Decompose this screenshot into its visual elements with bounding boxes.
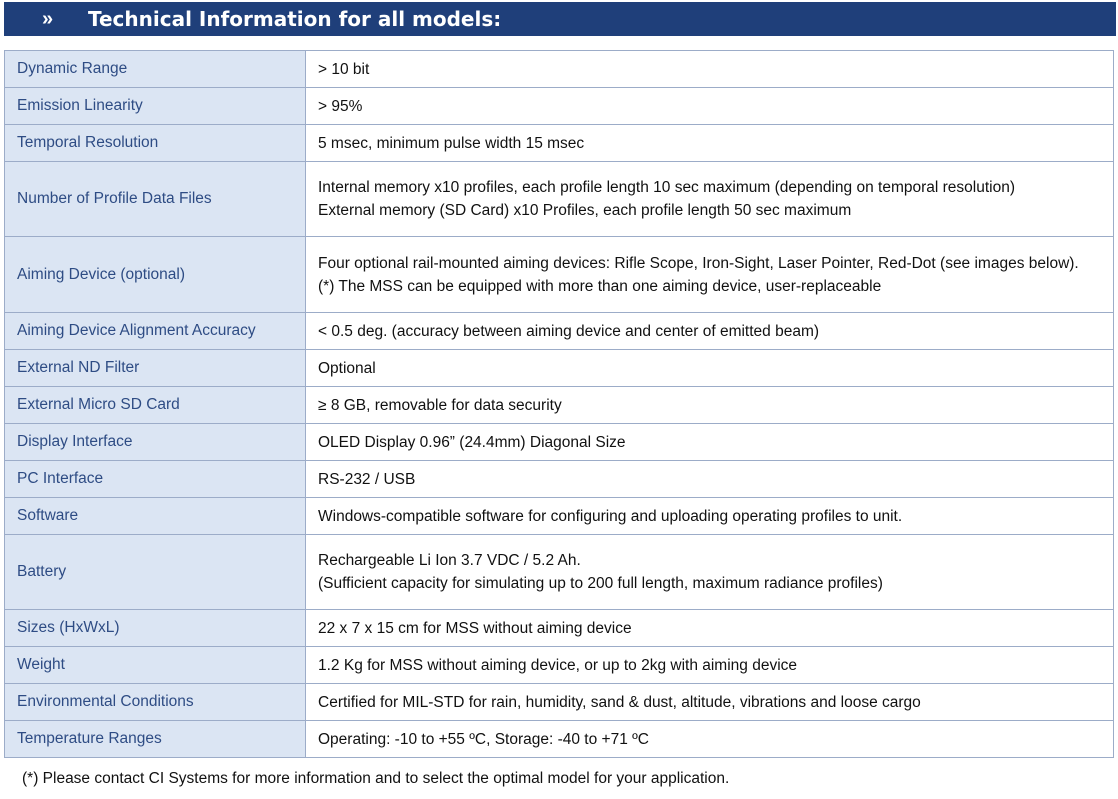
spec-value: Operating: -10 to +55 ºC, Storage: -40 to +71 ºC xyxy=(306,721,1114,758)
spec-label: Emission Linearity xyxy=(5,88,306,125)
table-row xyxy=(5,88,1114,125)
table-row xyxy=(5,162,1114,237)
spec-table xyxy=(4,50,1114,758)
spec-label: Display Interface xyxy=(5,424,306,461)
spec-value: OLED Display 0.96” (24.4mm) Diagonal Size xyxy=(306,424,1114,461)
table-row xyxy=(5,387,1114,424)
section-header xyxy=(4,2,1116,36)
spec-label: Dynamic Range xyxy=(5,51,306,88)
spec-label: Battery xyxy=(5,535,306,610)
spec-label: Weight xyxy=(5,647,306,684)
spec-value: 5 msec, minimum pulse width 15 msec xyxy=(306,125,1114,162)
spec-label: PC Interface xyxy=(5,461,306,498)
table-row xyxy=(5,721,1114,758)
spec-value: Optional xyxy=(306,350,1114,387)
table-row xyxy=(5,647,1114,684)
table-row xyxy=(5,125,1114,162)
table-row xyxy=(5,237,1114,313)
spec-label: External Micro SD Card xyxy=(5,387,306,424)
spec-value: Four optional rail-mounted aiming devices: Rifle Scope, Iron-Sight, Laser Pointer, Red-Dot (see images below). (*) The MSS can be equipped with more than one aiming device, user-replaceable xyxy=(306,237,1114,313)
table-row xyxy=(5,684,1114,721)
spec-value: 1.2 Kg for MSS without aiming device, or up to 2kg with aiming device xyxy=(306,647,1114,684)
spec-value: RS-232 / USB xyxy=(306,461,1114,498)
spec-label: Temporal Resolution xyxy=(5,125,306,162)
table-row xyxy=(5,498,1114,535)
spec-value: Certified for MIL-STD for rain, humidity, sand & dust, altitude, vibrations and loose cargo xyxy=(306,684,1114,721)
table-row xyxy=(5,535,1114,610)
spec-value: ≥ 8 GB, removable for data security xyxy=(306,387,1114,424)
double-chevron-right-icon: » xyxy=(42,8,51,30)
spec-label: Environmental Conditions xyxy=(5,684,306,721)
spec-value: > 10 bit xyxy=(306,51,1114,88)
table-row xyxy=(5,461,1114,498)
spec-label: Number of Profile Data Files xyxy=(5,162,306,237)
spec-value: < 0.5 deg. (accuracy between aiming device and center of emitted beam) xyxy=(306,313,1114,350)
spec-value: Windows-compatible software for configuring and uploading operating profiles to unit. xyxy=(306,498,1114,535)
spec-label: Aiming Device (optional) xyxy=(5,237,306,313)
footnote: (*) Please contact CI Systems for more information and to select the optimal model for your application. xyxy=(22,770,730,787)
spec-label: Temperature Ranges xyxy=(5,721,306,758)
table-row xyxy=(5,610,1114,647)
table-row xyxy=(5,313,1114,350)
spec-value: Rechargeable Li Ion 3.7 VDC / 5.2 Ah. (Sufficient capacity for simulating up to 200 full length, maximum radiance profiles) xyxy=(306,535,1114,610)
spec-label: Aiming Device Alignment Accuracy xyxy=(5,313,306,350)
spec-label: Software xyxy=(5,498,306,535)
table-row xyxy=(5,350,1114,387)
spec-value: > 95% xyxy=(306,88,1114,125)
table-row xyxy=(5,51,1114,88)
spec-label: Sizes (HxWxL) xyxy=(5,610,306,647)
spec-value: Internal memory x10 profiles, each profile length 10 sec maximum (depending on temporal resolution) External memory (SD Card) x10 Profiles, each profile length 50 sec maximum xyxy=(306,162,1114,237)
table-row xyxy=(5,424,1114,461)
spec-label: External ND Filter xyxy=(5,350,306,387)
spec-value: 22 x 7 x 15 cm for MSS without aiming device xyxy=(306,610,1114,647)
section-title: Technical Information for all models: xyxy=(88,7,502,31)
